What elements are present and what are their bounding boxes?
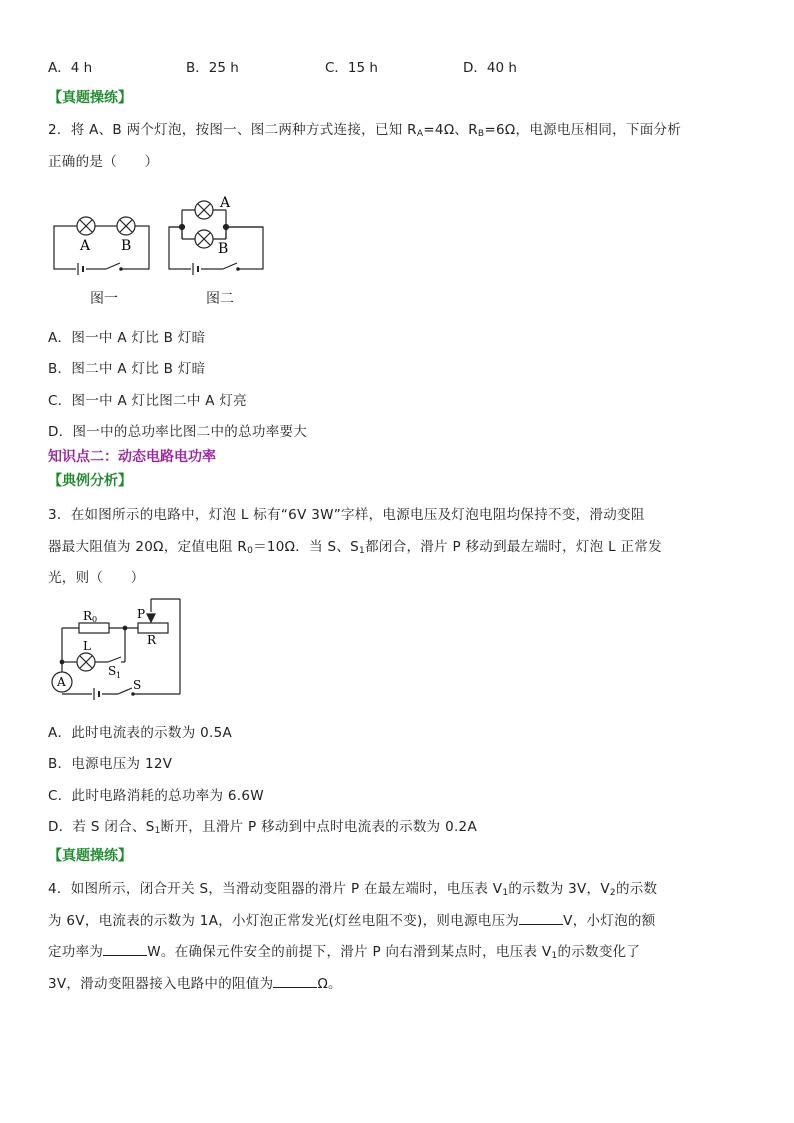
q1-option-a: A．4 h <box>48 60 93 76</box>
q1-option-b: B．25 h <box>186 60 239 76</box>
q3-stem-line1: 3．在如图所示的电路中，灯泡 L 标有“6V 3W”字样，电源电压及灯泡电阻均保持不变，滑动变阻 <box>48 507 645 523</box>
q1-options <box>0 56 794 74</box>
fig1-bulb-a <box>77 217 95 235</box>
fig2-label-b: B <box>218 241 229 257</box>
rheostat <box>138 623 168 633</box>
fig2-bulb-b <box>195 230 213 248</box>
slider-arrow <box>147 614 155 622</box>
q2-option-b: B．图二中 A 灯比 B 灯暗 <box>48 361 206 377</box>
q2-stem-line2: 正确的是（ ） <box>48 154 159 170</box>
q2-circuit-figures <box>40 190 280 280</box>
knowledge-point-heading: 知识点二：动态电路电功率 <box>48 449 216 465</box>
label-l: L <box>83 639 91 653</box>
q3-circuit-figure <box>44 596 194 704</box>
q4-stem-line3: 定功率为 W。在确保元件安全的前提下，滑片 P 向右滑到某点时，电压表 $V_1$的示数变化了 <box>48 944 641 961</box>
q3-option-b: B．电源电压为 12V <box>48 756 173 772</box>
fig2-caption: 图二 <box>206 291 234 307</box>
q2-option-d: D．图一中的总功率比图二中的总功率要大 <box>48 424 308 440</box>
q3-stem-line2: 器最大阻值为 20Ω，定值电阻 $R_0=10\Omega$．当 S、$S_1$都闭合，滑片 P 移动到最左端时，灯泡 L 正常发 <box>48 539 662 556</box>
answer-blank-power[interactable] <box>103 943 147 956</box>
answer-blank-voltage[interactable] <box>519 912 563 925</box>
label-r: R <box>147 633 157 647</box>
label-s1-sub: 1 <box>116 671 122 680</box>
label-r0: R <box>83 609 93 623</box>
fig1-label-b: B <box>121 238 132 254</box>
q3-option-c: C．此时电路消耗的总功率为 6.6W <box>48 788 264 804</box>
label-r0-sub: 0 <box>92 615 98 624</box>
q3-stem-line3: 光，则（ ） <box>48 570 145 586</box>
q2-stem-line1: 2．将 A、B 两个灯泡，按图一、图二两种方式连接，已知 $R_A=4\Omega$、$R_B=6\Omega$，电源电压相同，下面分析 <box>48 122 682 139</box>
fig2-label-a: A <box>220 195 231 211</box>
q1-option-c: C．15 h <box>325 60 378 76</box>
fig1-bulb-b <box>117 217 135 235</box>
practice-heading-1: 【真题操练】 <box>48 90 132 106</box>
fig1-label-a: A <box>80 238 91 254</box>
practice-heading-2: 【真题操练】 <box>48 848 132 864</box>
answer-blank-resistance[interactable] <box>273 975 317 988</box>
label-s: S <box>133 678 142 692</box>
label-s1: S <box>108 664 117 678</box>
fig1-caption: 图一 <box>90 291 118 307</box>
q3-lamp <box>77 653 95 671</box>
fig2-bulb-a <box>195 201 213 219</box>
q4-stem-line1: 4．如图所示，闭合开关 S，当滑动变阻器的滑片 P 在最左端时，电压表 $V_1$的示数为 3V，$V_2$的示数 <box>48 881 658 898</box>
q4-stem-line4: 3V，滑动变阻器接入电路中的阻值为 Ω。 <box>48 976 342 992</box>
q4-stem-line2: 为 6V，电流表的示数为 1A，小灯泡正常发光(灯丝电阻不变)，则电源电压为 V，小灯泡的额 <box>48 913 656 929</box>
example-heading: 【典例分析】 <box>48 473 132 489</box>
q2-option-a: A．图一中 A 灯比 B 灯暗 <box>48 330 206 346</box>
q2-option-c: C．图一中 A 灯比图二中 A 灯亮 <box>48 393 247 409</box>
r0-resistor <box>79 623 109 633</box>
label-ammeter: A <box>57 675 66 689</box>
q3-option-a: A．此时电流表的示数为 0.5A <box>48 725 233 741</box>
label-p: P <box>137 607 146 621</box>
q1-option-d: D．40 h <box>463 60 517 76</box>
q3-option-d: D．若 S 闭合、$S_1$断开，且滑片 P 移动到中点时电流表的示数为 0.2A <box>48 819 477 836</box>
